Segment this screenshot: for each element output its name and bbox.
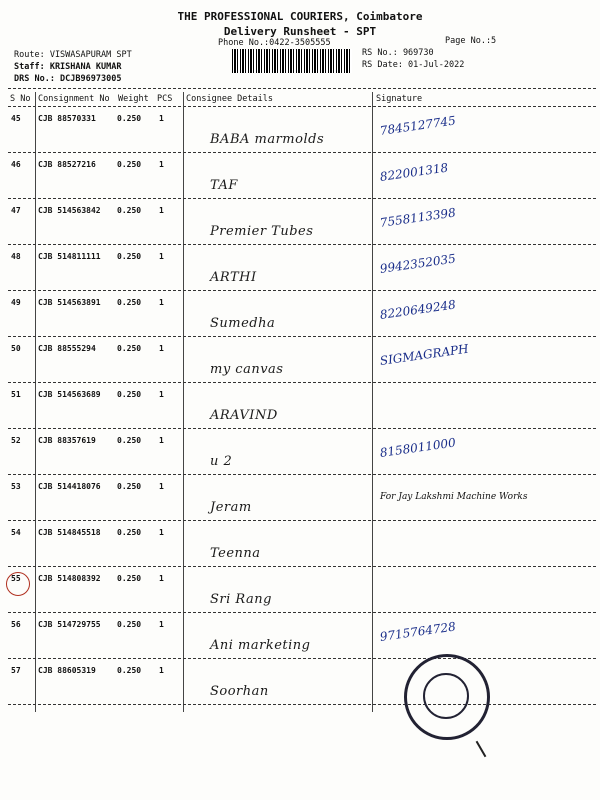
page-number: Page No.:5 (445, 36, 497, 46)
row-consignment: CJB 514845518 (38, 528, 101, 537)
row-pcs: 1 (159, 298, 164, 307)
row-pcs: 1 (159, 620, 164, 629)
row-consignee: BABA marmolds (210, 132, 325, 147)
row-sno: 45 (11, 114, 21, 123)
row-signature: 7845127745 (379, 113, 457, 138)
row-consignee: my canvas (210, 362, 284, 377)
drs-number: DRS No.: DCJB96973005 (14, 74, 122, 84)
row-consignee: Ani marketing (210, 638, 311, 653)
row-consignment: CJB 514563689 (38, 390, 101, 399)
row-divider (8, 428, 596, 429)
rs-date: RS Date: 01-Jul-2022 (362, 60, 465, 70)
row-signature: 8220649248 (379, 297, 457, 322)
company-title: THE PROFESSIONAL COURIERS, Coimbatore (177, 10, 423, 23)
row-consignee: Sumedha (210, 316, 276, 331)
row-consignee: ARTHI (210, 270, 257, 285)
stamp-center (423, 673, 469, 719)
row-pcs: 1 (159, 436, 164, 445)
row-sno: 48 (11, 252, 21, 261)
row-signature: 7558113398 (379, 205, 457, 230)
phone-number: Phone No.:0422-3505555 (218, 38, 331, 48)
row-signature: 822001318 (379, 160, 450, 184)
row-weight: 0.250 (117, 344, 142, 353)
row-sno: 50 (11, 344, 21, 353)
row-pcs: 1 (159, 206, 164, 215)
row-signature: 8158011000 (379, 435, 457, 460)
row-sno: 47 (11, 206, 21, 215)
barcode (232, 49, 352, 73)
row-divider (8, 336, 596, 337)
col-consignment: Consignment No (38, 94, 110, 104)
row-consignment: CJB 88555294 (38, 344, 96, 353)
row-weight: 0.250 (117, 252, 142, 261)
row-sno: 46 (11, 160, 21, 169)
rs-number: RS No.: 969730 (362, 48, 434, 58)
row-divider (8, 382, 596, 383)
row-signature: For Jay Lakshmi Machine Works (380, 492, 528, 502)
col-pcs: PCS (157, 94, 173, 104)
row-consignee: Jeram (210, 500, 252, 515)
col-divider (183, 92, 184, 712)
row-divider (8, 198, 596, 199)
row-signature: SIGMAGRAPH (379, 341, 470, 368)
table-top-rule (8, 88, 596, 89)
col-weight: Weight (118, 94, 149, 104)
row-pcs: 1 (159, 390, 164, 399)
row-weight: 0.250 (117, 482, 142, 491)
row-sno: 51 (11, 390, 21, 399)
row-pcs: 1 (159, 528, 164, 537)
row-sno: 55 (11, 574, 21, 583)
row-weight: 0.250 (117, 436, 142, 445)
row-divider (8, 290, 596, 291)
row-consignment: CJB 514811111 (38, 252, 101, 261)
row-consignment: CJB 514563842 (38, 206, 101, 215)
row-weight: 0.250 (117, 114, 142, 123)
row-signature: 9715764728 (379, 619, 457, 644)
row-divider (8, 566, 596, 567)
row-consignee: Soorhan (210, 684, 269, 699)
row-consignee: Premier Tubes (210, 224, 314, 239)
row-consignment: CJB 88605319 (38, 666, 96, 675)
row-divider (8, 520, 596, 521)
row-weight: 0.250 (117, 574, 142, 583)
col-sno: S No (10, 94, 31, 104)
row-consignment: CJB 514418076 (38, 482, 101, 491)
row-consignee: u 2 (210, 454, 233, 469)
row-sno: 54 (11, 528, 21, 537)
row-divider (8, 244, 596, 245)
row-pcs: 1 (159, 252, 164, 261)
route-label: Route: VISWASAPURAM SPT (14, 50, 132, 60)
row-pcs: 1 (159, 666, 164, 675)
row-sno: 49 (11, 298, 21, 307)
row-consignment: CJB 514563891 (38, 298, 101, 307)
row-signature: 9942352035 (379, 251, 457, 276)
row-weight: 0.250 (117, 528, 142, 537)
company-stamp (404, 654, 490, 740)
col-signature: Signature (376, 94, 423, 104)
row-consignment: CJB 514729755 (38, 620, 101, 629)
row-consignment: CJB 88527216 (38, 160, 96, 169)
sheet-title: Delivery Runsheet - SPT (223, 25, 377, 38)
check-mark (476, 741, 487, 758)
row-pcs: 1 (159, 574, 164, 583)
row-consignee: ARAVIND (210, 408, 278, 423)
row-pcs: 1 (159, 344, 164, 353)
row-weight: 0.250 (117, 160, 142, 169)
staff-label: Staff: KRISHANA KUMAR (14, 62, 122, 72)
row-weight: 0.250 (117, 620, 142, 629)
row-weight: 0.250 (117, 298, 142, 307)
row-consignment: CJB 88570331 (38, 114, 96, 123)
row-consignee: TAF (210, 178, 238, 193)
row-sno: 52 (11, 436, 21, 445)
row-pcs: 1 (159, 482, 164, 491)
row-weight: 0.250 (117, 666, 142, 675)
col-divider (372, 92, 373, 712)
table-header-rule (8, 106, 596, 107)
row-consignee: Teenna (210, 546, 261, 561)
row-consignment: CJB 88357619 (38, 436, 96, 445)
col-divider (35, 92, 36, 712)
row-pcs: 1 (159, 114, 164, 123)
row-sno: 56 (11, 620, 21, 629)
col-consignee: Consignee Details (186, 94, 273, 104)
row-weight: 0.250 (117, 206, 142, 215)
row-divider (8, 658, 596, 659)
row-sno: 57 (11, 666, 21, 675)
circle-mark (6, 572, 30, 596)
row-divider (8, 612, 596, 613)
row-divider (8, 152, 596, 153)
row-weight: 0.250 (117, 390, 142, 399)
row-consignment: CJB 514808392 (38, 574, 101, 583)
row-sno: 53 (11, 482, 21, 491)
row-consignee: Sri Rang (210, 592, 272, 607)
row-divider (8, 704, 596, 705)
row-divider (8, 474, 596, 475)
row-pcs: 1 (159, 160, 164, 169)
